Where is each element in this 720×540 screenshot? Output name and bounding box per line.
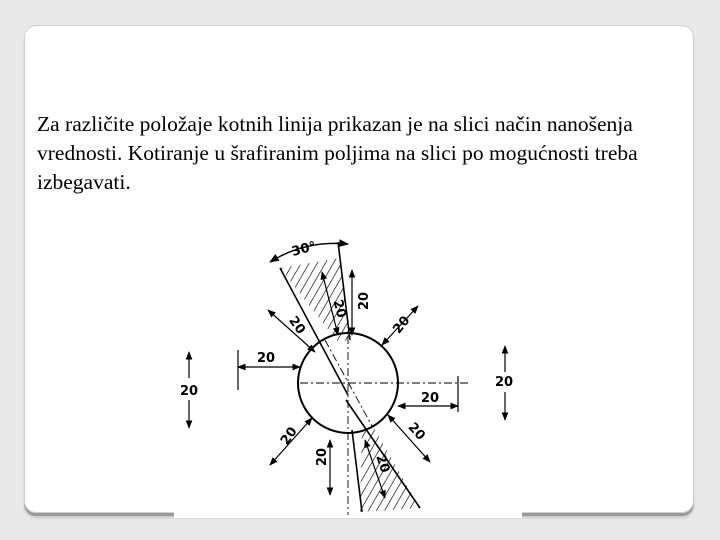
label-lower-vertical: 20 [315, 447, 330, 466]
label-hatch-upper-inner: 20 [329, 298, 349, 320]
label-right-horizontal: 20 [421, 391, 440, 406]
label-left-horizontal: 20 [257, 351, 276, 366]
slide-body-text: Za različite položaje kotnih linija prikazan je na slici način nanošenja vrednosti. Kotiranje u šrafiranim poljima na slici po mogućnosti treba izbegavati. [37, 112, 638, 194]
label-angle-top: 30° [290, 239, 318, 260]
label-upper-left-diag: 20 [285, 313, 308, 338]
label-hatch-upper-outer: 20 [357, 291, 372, 310]
label-right-vertical: 20 [495, 375, 514, 390]
label-upper-right-diag: 20 [390, 313, 414, 337]
label-hatch-lower: 20 [372, 452, 393, 475]
label-lower-right-diag: 20 [404, 420, 428, 444]
label-lower-left-diag: 20 [278, 424, 301, 448]
label-left-vertical: 20 [180, 384, 199, 399]
